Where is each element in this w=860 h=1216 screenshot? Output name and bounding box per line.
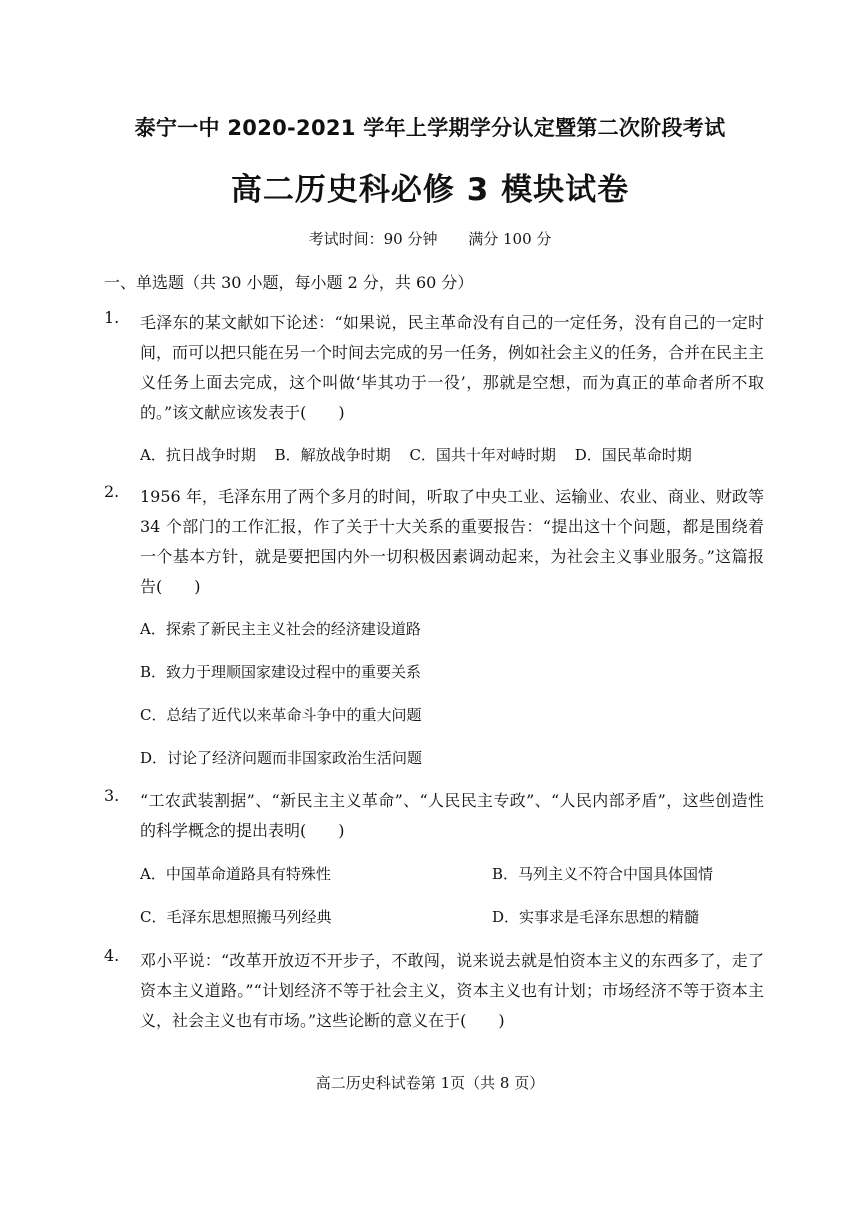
question-stem: 邓小平说：“改革开放迈不开步子，不敢闯，说来说去就是怕资本主义的东西多了，走了资本主义道路。”“计划经济不等于社会主义，资本主义也有计划；市场经济不等于资本主义，社会主义也有市场。”这些论断的意义在于( )	[140, 951, 764, 1030]
question-3	[104, 786, 764, 846]
option-a[interactable]: A．抗日战争时期	[140, 446, 256, 464]
question-2	[104, 482, 764, 602]
page-footer: 高二历史科试卷第 1页（共 8 页）	[315, 1074, 545, 1092]
question-number: 4.	[104, 946, 120, 965]
option-a[interactable]: A．中国革命道路具有特殊性	[140, 865, 331, 883]
exam-time: 考试时间：90 分钟	[308, 230, 438, 248]
question-stem: 毛泽东的某文献如下论述：“如果说，民主革命没有自己的一定任务，没有自己的一定时间，而可以把只能在另一个时间去完成的另一任务，例如社会主义的任务，合并在民主主义任务上面去完成，这个叫做‘毕其功于一役’，那就是空想，而为真正的革命者所不取的。”该文献应该发表于( )	[140, 313, 765, 422]
option-d[interactable]: D．实事求是毛泽东思想的精髓	[492, 908, 700, 926]
question-number: 2.	[104, 482, 120, 501]
option-c[interactable]: C．国共十年对峙时期	[409, 446, 556, 464]
question-number: 3.	[104, 786, 120, 805]
option-b[interactable]: B．解放战争时期	[274, 446, 391, 464]
exam-title: 高二历史科必修 3 模块试卷	[230, 172, 630, 208]
option-c[interactable]: C．毛泽东思想照搬马列经典	[140, 908, 332, 926]
option-b[interactable]: B．致力于理顺国家建设过程中的重要关系	[140, 663, 422, 681]
section-title: 一、单选题（共 30 小题，每小题 2 分，共 60 分）	[104, 273, 474, 292]
option-b[interactable]: B．马列主义不符合中国具体国情	[492, 865, 714, 883]
question-number: 1.	[104, 308, 120, 327]
option-c[interactable]: C．总结了近代以来革命斗争中的重大问题	[140, 706, 422, 724]
full-score: 满分 100 分	[468, 230, 552, 248]
question-1-options	[140, 444, 692, 465]
question-stem: “工农武装割据”、“新民主主义革命”、“人民民主专政”、“人民内部矛盾”，这些创造性的科学概念的提出表明( )	[140, 791, 764, 840]
question-1	[104, 308, 764, 428]
exam-info	[0, 228, 860, 249]
school-title: 泰宁一中 2020-2021 学年上学期学分认定暨第二次阶段考试	[134, 116, 726, 140]
option-d[interactable]: D．国民革命时期	[574, 446, 692, 464]
question-4	[104, 946, 764, 1036]
option-a[interactable]: A．探索了新民主主义社会的经济建设道路	[140, 620, 421, 638]
option-d[interactable]: D．讨论了经济问题而非国家政治生活问题	[140, 749, 423, 767]
question-stem: 1956 年，毛泽东用了两个多月的时间，听取了中央工业、运输业、农业、商业、财政等 34 个部门的工作汇报，作了关于十大关系的重要报告：“提出这十个问题，都是围绕着一个基本方针，就是要把国内外一切积极因素调动起来，为社会主义事业服务。”这篇报告( )	[140, 487, 764, 596]
